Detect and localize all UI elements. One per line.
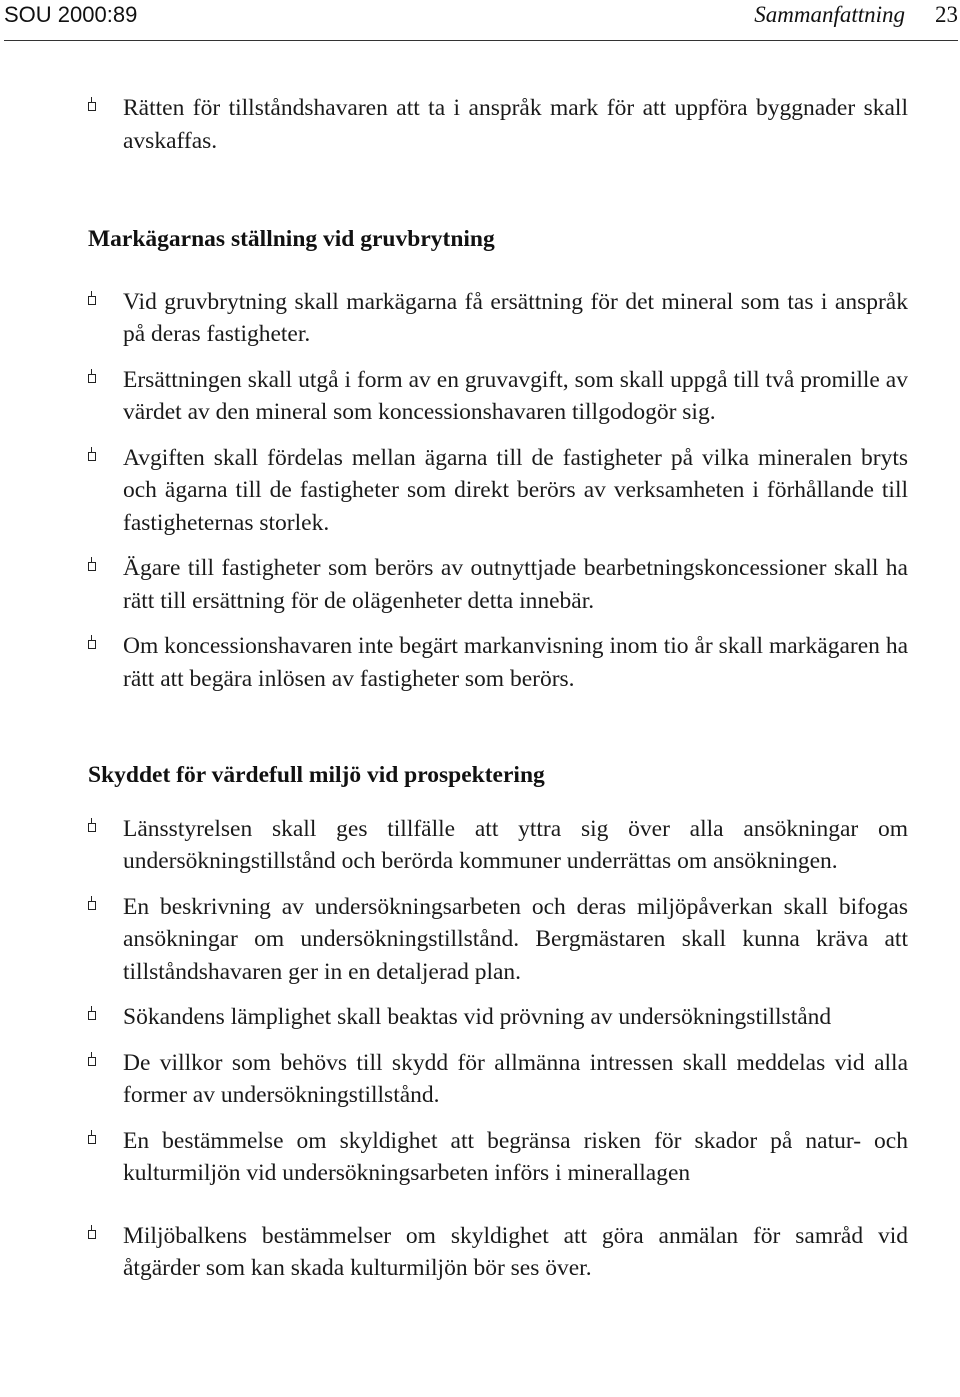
bullet-icon [88, 562, 96, 571]
page-number: 23 [935, 2, 958, 27]
list-item-text: Vid gruvbrytning skall markägarna få ersättning för det mineral som tas i anspråk på deras fastigheter. [123, 288, 908, 347]
list-item [88, 630, 908, 695]
header-right [754, 2, 958, 28]
list-item [88, 891, 908, 989]
header-rule [4, 40, 958, 41]
list-item [88, 1125, 908, 1190]
list-item-text: En bestämmelse om skyldighet att begränsa risken för skador på natur- och kulturmiljön vid undersökningsarbeten införs i minerallagen [123, 1127, 908, 1186]
list-item-text: Rätten för tillståndshavaren att ta i anspråk mark för att uppföra byggnader skall avskaffas. [123, 95, 908, 154]
list-item-text: Sökandens lämplighet skall beaktas vid prövning av undersökningstillstånd [123, 1004, 832, 1030]
bullet-icon [88, 1230, 96, 1239]
bullet-icon [88, 640, 96, 649]
list-item [88, 92, 908, 157]
document-id: SOU 2000:89 [4, 2, 138, 27]
list-item-text: Miljöbalkens bestämmelser om skyldighet att göra anmälan för samråd vid åtgärder som kan skada kulturmiljön bör ses över. [123, 1222, 908, 1281]
list-item-text: Ägare till fastigheter som berörs av outnyttjade bearbetningskoncessioner skall ha rätt till ersättning för de olägenheter detta innebär. [123, 555, 908, 614]
bullet-icon [88, 1057, 96, 1066]
list-item-text: Ersättningen skall utgå i form av en gruvavgift, som skall uppgå till två promille av värdet av den mineral som koncessionshavaren tillgodogör sig. [123, 366, 908, 425]
bullet-icon [88, 296, 96, 305]
page-header [4, 0, 958, 44]
bullet-icon [88, 1135, 96, 1144]
list-item [88, 1220, 908, 1285]
list-item [88, 552, 908, 617]
bullet-icon [88, 901, 96, 910]
list-item-text: Länsstyrelsen skall ges tillfälle att yttra sig över alla ansökningar om undersökningstillstånd och berörda kommuner underrättas om ansökningen. [123, 815, 908, 874]
page-content [88, 60, 908, 1285]
list-item-text: Avgiften skall fördelas mellan ägarna till de fastigheter på vilka mineralen bryts och ägarna till de fastigheter som direkt berörs av verksamheten i förhållande till fastigheternas storlek. [123, 444, 908, 536]
list-item [88, 364, 908, 429]
list-item [88, 1001, 908, 1034]
list-item [88, 813, 908, 878]
section-heading-landowners: Markägarnas ställning vid gruvbrytning [88, 226, 495, 252]
list-item-text: Om koncessionshavaren inte begärt markanvisning inom tio år skall markägaren ha rätt att begära inlösen av fastigheter som berörs. [123, 633, 908, 692]
bullet-icon [88, 102, 96, 111]
section-title: Sammanfattning [754, 2, 905, 27]
bullet-icon [88, 823, 96, 832]
section-heading-environment: Skyddet för värdefull miljö vid prospektering [88, 762, 545, 788]
list-item-text: En beskrivning av undersökningsarbeten och deras miljöpåverkan skall bifogas ansökningar om undersökningstillstånd. Bergmästaren skall kunna kräva att tillståndshavaren ger in en detaljerad plan. [123, 893, 908, 985]
bullet-icon [88, 452, 96, 461]
list-item-text: De villkor som behövs till skydd för allmänna intressen skall meddelas vid alla former av undersökningstillstånd. [123, 1049, 908, 1108]
list-item [88, 286, 908, 351]
list-item [88, 442, 908, 540]
bullet-icon [88, 374, 96, 383]
list-item [88, 1047, 908, 1112]
bullet-icon [88, 1011, 96, 1020]
